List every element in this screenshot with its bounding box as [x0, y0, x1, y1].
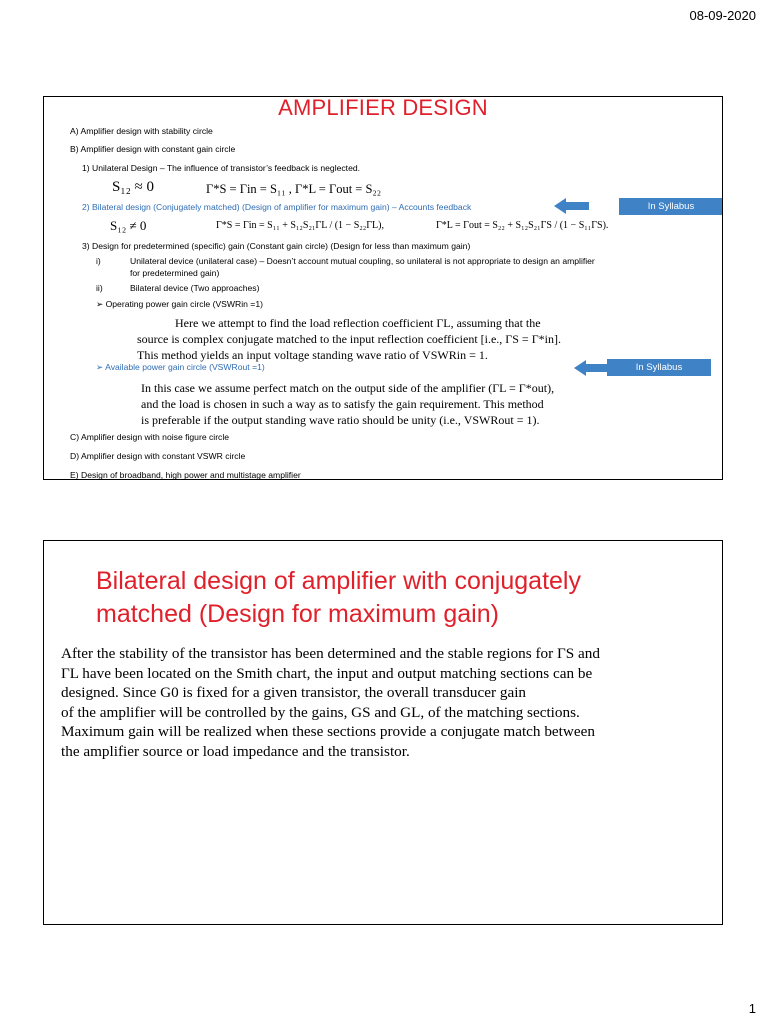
- page-date: 08-09-2020: [689, 8, 756, 23]
- sub-i-marker: i): [96, 256, 101, 266]
- sub-i-text-1: Unilateral device (unilateral case) – Doesn’t account mutual coupling, so unilateral is not appropriate to design an amplifier: [130, 256, 595, 266]
- in-syllabus-badge-1: In Syllabus: [619, 198, 723, 215]
- arrow-left-icon: [574, 359, 610, 377]
- eq-bilateral-s12: S₁₂ ≠ 0: [110, 218, 147, 233]
- item-c: C) Amplifier design with noise figure circle: [70, 432, 230, 442]
- slide2-title-line-2: matched (Design for maximum gain): [96, 600, 499, 628]
- bullet-operating-power-gain: ➢ Operating power gain circle (VSWRin =1): [96, 299, 263, 309]
- slide1-title: AMPLIFIER DESIGN: [278, 96, 488, 120]
- page-number: 1: [748, 1001, 756, 1016]
- in-syllabus-badge-2: In Syllabus: [607, 359, 711, 376]
- slide2-title: [96, 565, 696, 631]
- item-e: E) Design of broadband, high power and multistage amplifier: [70, 470, 301, 480]
- apg-line-2: and the load is chosen in such a way as to satisfy the gain requirement. This method: [141, 397, 544, 411]
- apg-line-1: In this case we assume perfect match on the output side of the amplifier (ΓL = Γ*out),: [141, 381, 555, 395]
- item-d: D) Amplifier design with constant VSWR circle: [70, 451, 246, 461]
- sub-ii-marker: ii): [96, 283, 103, 293]
- para-line-3: designed. Since G0 is fixed for a given transistor, the overall transducer gain: [61, 684, 527, 701]
- para-line-5: Maximum gain will be realized when these sections provide a conjugate match between: [61, 723, 595, 740]
- para-line-6: the amplifier source or load impedance and the transistor.: [61, 742, 410, 760]
- item-b1: 1) Unilateral Design – The influence of transistor’s feedback is neglected.: [82, 163, 361, 173]
- slide2-title-line-1: Bilateral design of amplifier with conjugately: [96, 567, 581, 595]
- opg-line-3: This method yields an input voltage standing wave ratio of VSWRin = 1.: [137, 348, 488, 362]
- item-a: A) Amplifier design with stability circle: [70, 126, 213, 136]
- arrow-left-icon: [554, 197, 590, 215]
- eq-bilateral-gs: Γ*S = Γin = S₁₁ + S₁₂S₂₁ΓL / (1 − S₂₂ΓL),: [216, 220, 384, 231]
- item-b3: 3) Design for predetermined (specific) gain (Constant gain circle) (Design for less than maximum gain): [82, 241, 471, 251]
- item-b: B) Amplifier design with constant gain circle: [70, 144, 236, 154]
- para-line-2: ΓL have been located on the Smith chart, the input and output matching sections can be: [61, 664, 593, 682]
- eq-bilateral-gl: Γ*L = Γout = S₂₂ + S₁₂S₂₁ΓS / (1 − S₁₁ΓS).: [436, 220, 609, 231]
- slide-bilateral-design: [43, 540, 723, 925]
- opg-line-1: Here we attempt to find the load reflection coefficient ΓL, assuming that the: [175, 316, 541, 330]
- opg-line-2: source is complex conjugate matched to the input reflection coefficient [i.e., ΓS = Γ*in].: [137, 332, 561, 346]
- eq-unilateral-s12: S₁₂ ≈ 0: [112, 179, 155, 195]
- slide-amplifier-design: [43, 96, 723, 480]
- para-line-4: of the amplifier will be controlled by the gains, GS and GL, of the matching sections.: [61, 703, 580, 721]
- eq-unilateral-gamma: Γ*S = Γin = S₁₁ , Γ*L = Γout = S₂₂: [206, 182, 382, 196]
- sub-i-text-2: for predetermined gain): [130, 268, 220, 278]
- slide2-paragraph: [61, 644, 711, 761]
- sub-ii-text: Bilateral device (Two approaches): [130, 283, 260, 293]
- item-b2: 2) Bilateral design (Conjugately matched) (Design of amplifier for maximum gain) – Accounts feedback: [82, 202, 472, 212]
- para-line-1: After the stability of the transistor has been determined and the stable regions for ΓS and: [61, 645, 600, 662]
- bullet-available-power-gain: ➢ Available power gain circle (VSWRout =1): [96, 362, 265, 372]
- apg-line-3: is preferable if the output standing wave ratio should be unity (i.e., VSWRout = 1).: [141, 413, 540, 427]
